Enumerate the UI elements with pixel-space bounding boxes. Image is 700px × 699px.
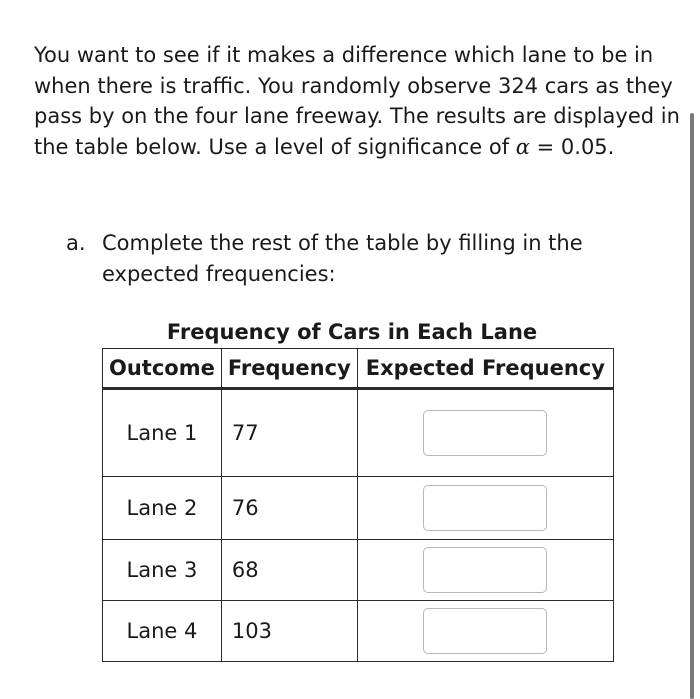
table-row [103, 601, 614, 662]
table-row [103, 540, 614, 601]
outcome-cell: Lane 2 [103, 477, 222, 540]
frequency-cell: 68 [221, 540, 357, 601]
expected-frequency-input-lane-2[interactable] [423, 485, 547, 531]
table-row [103, 477, 614, 540]
frequency-table [102, 348, 614, 662]
vertical-scrollbar[interactable] [690, 113, 694, 699]
problem-intro-text: You want to see if it makes a difference which lane to be in when there is traffic. You randomly observe 324 cars as they pass by on the four lane freeway. The results are displayed in the table below. Use a level of significance of [34, 43, 680, 159]
outcome-cell: Lane 3 [103, 540, 222, 601]
frequency-cell: 76 [221, 477, 357, 540]
expected-frequency-input-lane-3[interactable] [423, 547, 547, 593]
part-a-text: Complete the rest of the table by filling in the expected frequencies: [102, 231, 583, 286]
frequency-cell: 77 [221, 389, 357, 477]
table-row [103, 389, 614, 477]
expected-cell [357, 389, 613, 477]
expected-cell [357, 601, 613, 662]
problem-statement [34, 40, 684, 162]
part-a-letter: a. [66, 231, 86, 255]
header-expected-frequency: Expected Frequency [357, 349, 613, 389]
header-frequency: Frequency [221, 349, 357, 389]
header-outcome: Outcome [103, 349, 222, 389]
significance-value: = 0.05. [529, 134, 615, 159]
table-title: Frequency of Cars in Each Lane [166, 320, 538, 344]
outcome-cell: Lane 1 [103, 389, 222, 477]
expected-frequency-input-lane-1[interactable] [423, 410, 547, 456]
table-header-row [103, 349, 614, 389]
expected-cell [357, 477, 613, 540]
frequency-cell: 103 [221, 601, 357, 662]
expected-frequency-input-lane-4[interactable] [423, 608, 547, 654]
expected-cell [357, 540, 613, 601]
alpha-symbol: α [515, 134, 530, 159]
outcome-cell: Lane 4 [103, 601, 222, 662]
part-a-instruction [66, 228, 666, 289]
